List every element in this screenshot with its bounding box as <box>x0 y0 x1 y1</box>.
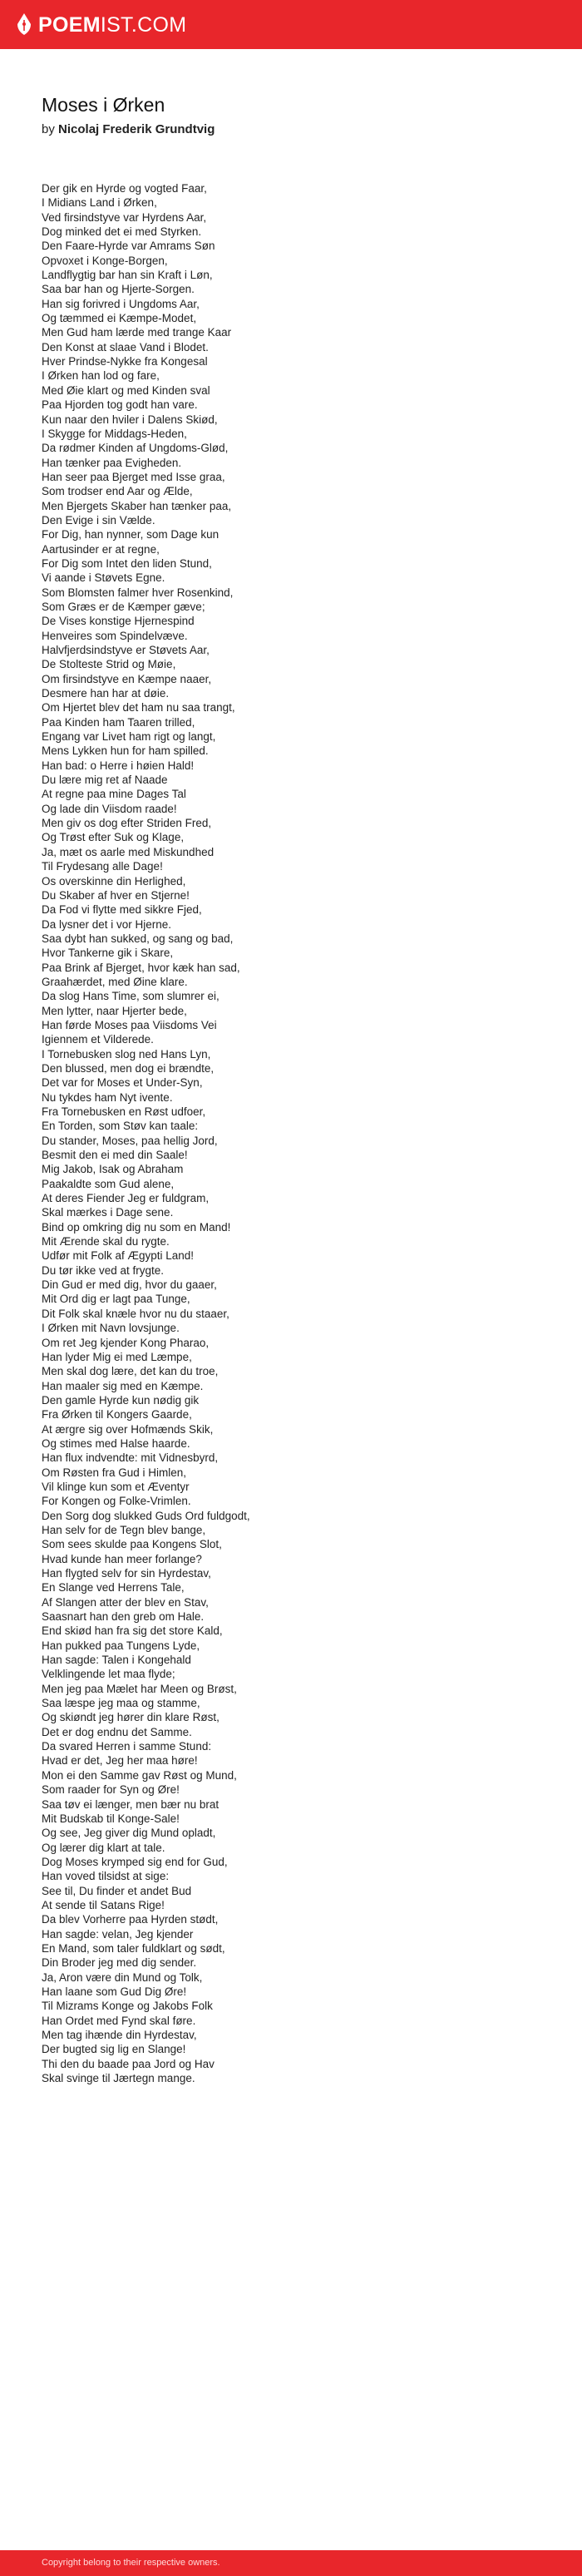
poem-line: Os overskinne din Herlighed, <box>42 874 186 888</box>
poem-line: De Vises konstige Hjernespind <box>42 615 195 628</box>
poem-line: Men Gud ham lærde med trange Kaar <box>42 326 232 339</box>
copyright-notice: Copyright belong to their respective owners. <box>42 2558 220 2568</box>
poem-line: Saa bar han og Hjerte-Sorgen. <box>42 283 195 296</box>
poem-line: Men jeg paa Mælet har Meen og Brøst, <box>42 1682 237 1695</box>
poem-line: Dog Moses krymped sig end for Gud, <box>42 1855 228 1868</box>
poem-line: Til Mizrams Konge og Jakobs Folk <box>42 2000 213 2013</box>
byline <box>42 121 215 138</box>
poem-line: Besmit den ei med din Saale! <box>42 1149 188 1162</box>
poem-line: Ved firsindstyve var Hyrdens Aar, <box>42 210 207 224</box>
poem-line: Om Hjertet blev det ham nu saa trangt, <box>42 701 235 714</box>
poem-line: Din Gud er med dig, hvor du gaaer, <box>42 1278 217 1292</box>
poem-line: Saa læspe jeg maa og stamme, <box>42 1697 200 1710</box>
poem-line: I Skygge for Middags-Heden, <box>42 427 187 440</box>
poem-line: At regne paa mine Dages Tal <box>42 788 186 801</box>
poem-line: Men skal dog lære, det kan du troe, <box>42 1365 219 1378</box>
poem-line: Men lytter, naar Hjerter bede, <box>42 1004 187 1017</box>
poem-line: Den gamle Hyrde kun nødig gik <box>42 1393 200 1407</box>
poem-title: Moses i Ørken <box>42 94 165 116</box>
poem-line: Mit Ærende skal du rygte. <box>42 1235 170 1248</box>
poem-line: Den Evige i sin Vælde. <box>42 513 155 527</box>
poem-line: Og Trøst efter Suk og Klage, <box>42 831 185 844</box>
poem-line: Kun naar den hviler i Dalens Skiød, <box>42 413 218 426</box>
poem-line: Om Røsten fra Gud i Himlen, <box>42 1466 187 1479</box>
poem-line: Han seer paa Bjerget med Isse graa, <box>42 470 225 483</box>
poem-line: For Dig som Intet den liden Stund, <box>42 556 212 570</box>
poem-line: Du tør ikke ved at frygte. <box>42 1263 165 1277</box>
poem-line: Om firsindstyve en Kæmpe naaer, <box>42 672 212 685</box>
poem-line: Velklingende let maa flyde; <box>42 1668 175 1681</box>
poem-line: Dit Folk skal knæle hvor nu du staaer, <box>42 1307 229 1320</box>
poem-line: Det er dog endnu det Samme. <box>42 1725 192 1738</box>
poem-line: Mens Lykken hun for ham spilled. <box>42 744 209 758</box>
poem-line: Han bad: o Herre i høien Hald! <box>42 759 195 772</box>
poem-line: Vi aande i Støvets Egne. <box>42 571 165 585</box>
poem-line: Men Bjergets Skaber han tænker paa, <box>42 499 232 512</box>
poem-line: Som trodser end Aar og Ælde, <box>42 485 193 498</box>
poem-line: Vil klinge kun som et Æventyr <box>42 1480 190 1493</box>
poem-line: For Kongen og Folke-Vrimlen. <box>42 1495 191 1508</box>
poem-line: At sende til Satans Rige! <box>42 1898 165 1911</box>
poem-line: De Stolteste Strid og Møie, <box>42 658 176 671</box>
poem-line: Nu tykdes ham Nyt ivente. <box>42 1090 173 1104</box>
poem-line: En Torden, som Støv kan taale: <box>42 1120 199 1133</box>
poem-line: Og tæmmed ei Kæmpe-Modet, <box>42 312 197 325</box>
poem-line: Hver Prindse-Nykke fra Kongesal <box>42 355 208 368</box>
poem-line: See til, Du finder et andet Bud <box>42 1884 192 1897</box>
poem-line: En Mand, som taler fuldklart og sødt, <box>42 1941 225 1955</box>
poem-line: Saa dybt han sukked, og sang og bad, <box>42 932 234 945</box>
poem-line: Graahærdet, med Øine klare. <box>42 975 188 988</box>
poem-line: Og stimes med Halse haarde. <box>42 1436 190 1450</box>
poem-line: Mit Ord dig er lagt paa Tunge, <box>42 1293 190 1306</box>
poem-line: I Ørken mit Navn lovsjunge. <box>42 1322 180 1335</box>
poem-line: Med Øie klart og med Kinden sval <box>42 383 210 397</box>
poem-line: Hvad er det, Jeg her maa høre! <box>42 1754 198 1768</box>
poem-line: Da Fod vi flytte med sikkre Fjed, <box>42 903 202 917</box>
poem-line: Da slog Hans Time, som slumrer ei, <box>42 990 219 1003</box>
poem-line: Hvor Tankerne gik i Skare, <box>42 947 174 960</box>
poem-line: Og lade din Viisdom raade! <box>42 802 177 815</box>
poem-line: Igiennem et Vilderede. <box>42 1033 154 1046</box>
poem-line: Om ret Jeg kjender Kong Pharao, <box>42 1336 210 1349</box>
poem-line: Saasnart han den greb om Hale. <box>42 1610 205 1624</box>
poem-line: Mig Jakob, Isak og Abraham <box>42 1163 184 1176</box>
logo-text <box>38 12 186 37</box>
poem-line: Mon ei den Samme gav Røst og Mund, <box>42 1768 237 1782</box>
poem-line: Han laane som Gud Dig Øre! <box>42 1985 187 1998</box>
poem-line: Og skiøndt jeg hører din klare Røst, <box>42 1711 219 1724</box>
poem-line: I Ørken han lod og fare, <box>42 369 160 383</box>
poem-line: Han sagde: Talen i Kongehald <box>42 1654 191 1667</box>
poem-line: Som Blomsten falmer hver Rosenkind, <box>42 586 234 599</box>
poem-line: Hvad kunde han meer forlange? <box>42 1552 202 1565</box>
site-header <box>0 0 582 49</box>
poem-line: Han tænker paa Evigheden. <box>42 456 182 469</box>
poem-line: Han maaler sig med en Kæmpe. <box>42 1379 204 1392</box>
poem-line: Aartusinder er at regne, <box>42 542 160 556</box>
poem-line: Bind op omkring dig nu som en Mand! <box>42 1220 231 1234</box>
poem-line: Den blussed, men dog ei brændte, <box>42 1061 215 1075</box>
byline-prefix: by <box>42 122 55 136</box>
poem-line: Thi den du baade paa Jord og Hav <box>42 2057 215 2070</box>
poem-line: Han Ordet med Fynd skal føre. <box>42 2014 196 2027</box>
poem-line: Han flux indvendte: mit Vidnesbyrd, <box>42 1451 219 1465</box>
poem-line: Paa Kinden ham Taaren trilled, <box>42 715 195 729</box>
poem-line: Til Frydesang alle Dage! <box>42 860 163 873</box>
poem-line: Da svared Herren i samme Stund: <box>42 1740 212 1753</box>
logo-text-bold: POEM <box>38 13 101 37</box>
poem-line: Og see, Jeg giver dig Mund opladt, <box>42 1827 216 1840</box>
poem-line: Engang var Livet ham rigt og langt, <box>42 730 216 744</box>
poem-line: Der gik en Hyrde og vogted Faar, <box>42 182 207 195</box>
poem-line: Dog minked det ei med Styrken. <box>42 225 202 239</box>
poem-line: Saa tøv ei længer, men bær nu brat <box>42 1797 219 1811</box>
poem-line: Men tag ihænde din Hyrdestav, <box>42 2029 197 2041</box>
logo-text-light: IST.COM <box>100 13 187 37</box>
poem-body <box>42 181 540 2085</box>
poem-line: Henveires som Spindelvæve. <box>42 629 188 642</box>
poem-line: Landflygtig bar han sin Kraft i Løn, <box>42 269 213 282</box>
poem-line: Du Skaber af hver en Stjerne! <box>42 888 190 902</box>
poem-line: Da lysner det i vor Hjerne. <box>42 917 172 931</box>
poem-line: Paa Brink af Bjerget, hvor kæk han sad, <box>42 961 240 974</box>
poem-line: Han selv for de Tegn blev bange, <box>42 1523 206 1536</box>
poem-line: Fra Tornebusken en Røst udfoer, <box>42 1105 206 1118</box>
poem-line: Skal mærkes i Dage sene. <box>42 1206 174 1219</box>
poem-line: Som Græs er de Kæmper gæve; <box>42 600 205 613</box>
poem-line: Fra Ørken til Kongers Gaarde, <box>42 1408 192 1421</box>
poem-line: Af Slangen atter der blev en Stav, <box>42 1595 209 1609</box>
poem-line: Den Sorg dog slukked Guds Ord fuldgodt, <box>42 1509 250 1522</box>
poem-line: Han lyder Mig ei med Læmpe, <box>42 1350 192 1363</box>
poem-line: Halvfjerdsindstyve er Støvets Aar, <box>42 644 210 656</box>
poem-line: At ærgre sig over Hofmænds Skik, <box>42 1422 214 1436</box>
poem-line: Som sees skulde paa Kongens Slot, <box>42 1538 222 1551</box>
site-footer <box>0 2550 582 2576</box>
poem-line: Han voved tilsidst at sige: <box>42 1870 170 1883</box>
poem-line: Der bugted sig lig en Slange! <box>42 2043 186 2056</box>
poem-line: Den Faare-Hyrde var Amrams Søn <box>42 240 215 253</box>
poem-line: Du lære mig ret af Naade <box>42 774 168 787</box>
poem-line: Som raader for Syn og Øre! <box>42 1783 180 1797</box>
poem-line: Udfør mit Folk af Ægypti Land! <box>42 1249 195 1263</box>
poem-line: Han førde Moses paa Viisdoms Vei <box>42 1018 217 1031</box>
poem-line: Men giv os dog efter Striden Fred, <box>42 817 212 830</box>
poem-line: Paakaldte som Gud alene, <box>42 1177 175 1190</box>
poem-line: Skal svinge til Jærtegn mange. <box>42 2072 195 2085</box>
poem-line: Paa Hjorden tog godt han vare. <box>42 398 198 412</box>
poem-line: For Dig, han nynner, som Dage kun <box>42 528 219 541</box>
poem-line: Han sagde: velan, Jeg kjender <box>42 1927 194 1941</box>
poem-line: Den Konst at slaae Vand i Blodet. <box>42 340 209 354</box>
poem-line: Ja, mæt os aarle med Miskundhed <box>42 845 215 858</box>
author-name[interactable]: Nicolaj Frederik Grundtvig <box>58 122 215 136</box>
poem-line: Da blev Vorherre paa Hyrden stødt, <box>42 1913 219 1926</box>
poem-line: Mit Budskab til Konge-Sale! <box>42 1812 180 1825</box>
poem-line: I Tornebusken slog ned Hans Lyn, <box>42 1047 211 1061</box>
poem-line: I Midians Land i Ørken, <box>42 196 157 210</box>
poem-line: Han flygted selv for sin Hyrdestav, <box>42 1567 211 1580</box>
poem-line: Du stander, Moses, paa hellig Jord, <box>42 1134 218 1147</box>
poem-line: Det var for Moses et Under-Syn, <box>42 1076 203 1090</box>
poem-line: Han pukked paa Tungens Lyde, <box>42 1639 200 1652</box>
poem-line: Desmere han har at døie. <box>42 687 170 700</box>
poem-line: End skiød han fra sig det store Kald, <box>42 1624 223 1638</box>
poem-line: Opvoxet i Konge-Borgen, <box>42 254 168 267</box>
poem-line: Han sig forivred i Ungdoms Aar, <box>42 297 200 310</box>
pen-nib-icon <box>15 12 33 37</box>
poem-line: At deres Fiender Jeg er fuldgram, <box>42 1192 210 1205</box>
poem-line: Da rødmer Kinden af Ungdoms-Glød, <box>42 442 229 455</box>
poem-line: En Slange ved Herrens Tale, <box>42 1581 185 1595</box>
poem-line: Ja, Aron være din Mund og Tolk, <box>42 1970 203 1984</box>
poem-line: Og lærer dig klart at tale. <box>42 1841 165 1854</box>
poem-line: Din Broder jeg med dig sender. <box>42 1956 197 1970</box>
